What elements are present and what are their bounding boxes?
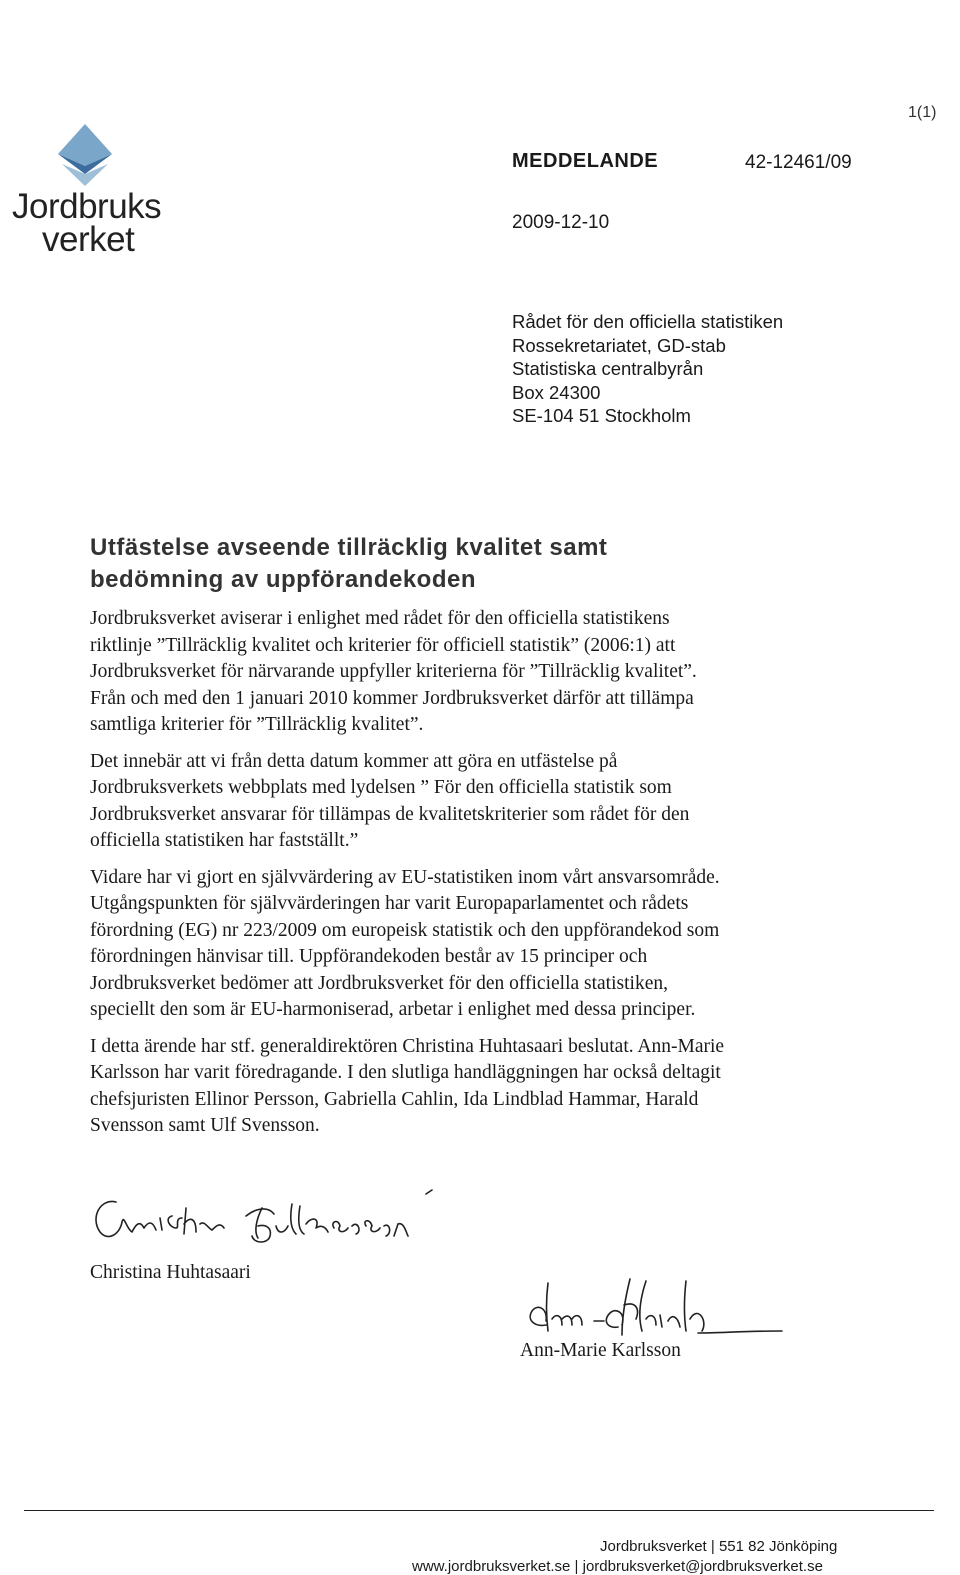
text-line: I detta ärende har stf. generaldirektören Christina Huhtasaari beslutat. Ann-Marie	[90, 1035, 725, 1057]
text-line: samtliga kriterier för ”Tillräcklig kvalitet”.	[90, 714, 424, 735]
recipient-line: Rossekretariatet, GD-stab	[512, 334, 726, 356]
text-line: Jordbruksverket för närvarande uppfyller kriterierna för ”Tillräcklig kvalitet”.	[90, 661, 697, 682]
text-line: Vidare har vi gjort en självvärdering av EU-statistiken inom vårt ansvarsområde.	[90, 866, 720, 888]
subject-line: Utfästelse avseende tillräcklig kvalitet samt	[90, 534, 608, 561]
jordbruksverket-logo-icon	[50, 120, 120, 190]
text-line: Utgångspunkten för självvärderingen har varit Europaparlamentet och rådets	[90, 893, 689, 914]
recipient-line: Rådet för den officiella statistiken	[512, 311, 784, 332]
logo-line-2: verket	[42, 220, 135, 259]
text-line: Svensson samt Ulf Svensson.	[90, 1115, 320, 1136]
text-line: Jordbruksverket aviserar i enlighet med rådet för den officiella statistikens	[90, 608, 670, 629]
document-reference: 42-12461/09	[745, 152, 852, 173]
text-line: Från och med den 1 januari 2010 kommer Jordbruksverket därför att tillämpa	[90, 687, 694, 709]
page-number: 1(1)	[908, 104, 937, 121]
text-line: officiella statistiken har fastställt.”	[90, 830, 359, 851]
recipient-line: SE-104 51 Stockholm	[512, 405, 691, 426]
text-line: speciellt den som är EU-harmoniserad, arbetar i enlighet med dessa principer.	[90, 999, 696, 1020]
footer-address: Jordbruksverket | 551 82 Jönköping	[600, 1538, 838, 1555]
recipient-line: Box 24300	[512, 381, 601, 403]
footer-divider	[24, 1510, 934, 1511]
footer-web-email: www.jordbruksverket.se | jordbruksverket@jordbruksverket.se	[412, 1558, 823, 1575]
text-line: Karlsson har varit föredragande. I den slutliga handläggningen har också deltagit	[90, 1062, 721, 1083]
subject-line: bedömning av uppförandekoden	[90, 566, 477, 593]
logo-wordmark	[12, 187, 162, 259]
signature-ann-marie-karlsson	[518, 1275, 798, 1345]
document-type: MEDDELANDE	[512, 150, 659, 172]
text-line: Jordbruksverket bedömer att Jordbruksverket för den officiella statistiken,	[90, 972, 668, 994]
text-line: Det innebär att vi från detta datum kommer att göra en utfästelse på	[90, 750, 618, 772]
text-line: Jordbruksverket ansvarar för tillämpas de kvalitetskriterier som rådet för den	[90, 803, 690, 825]
signatory-name: Ann-Marie Karlsson	[520, 1340, 681, 1361]
text-line: förordningen hänvisar till. Uppförandekoden består av 15 principer och	[90, 946, 648, 967]
subject-heading	[90, 532, 607, 596]
text-line: chefsjuristen Ellinor Persson, Gabriella Cahlin, Ida Lindblad Hammar, Harald	[90, 1088, 699, 1110]
logo-line-1: Jordbruks	[12, 187, 162, 226]
letter-body	[90, 606, 820, 1150]
paragraph	[90, 749, 820, 855]
signature-christina-huhtasaari	[86, 1188, 486, 1248]
signatory-name: Christina Huhtasaari	[90, 1262, 251, 1283]
paragraph	[90, 606, 820, 739]
recipient-address	[512, 310, 783, 428]
paragraph	[90, 865, 820, 1024]
document-date: 2009-12-10	[512, 212, 610, 233]
text-line: riktlinje ”Tillräcklig kvalitet och kriterier för officiell statistik” (2006:1) att	[90, 634, 676, 656]
paragraph	[90, 1034, 820, 1140]
recipient-line: Statistiska centralbyrån	[512, 358, 704, 379]
text-line: förordning (EG) nr 223/2009 om europeisk statistik och den uppförandekod som	[90, 919, 720, 941]
text-line: Jordbruksverkets webbplats med lydelsen ” För den officiella statistik som	[90, 777, 672, 798]
